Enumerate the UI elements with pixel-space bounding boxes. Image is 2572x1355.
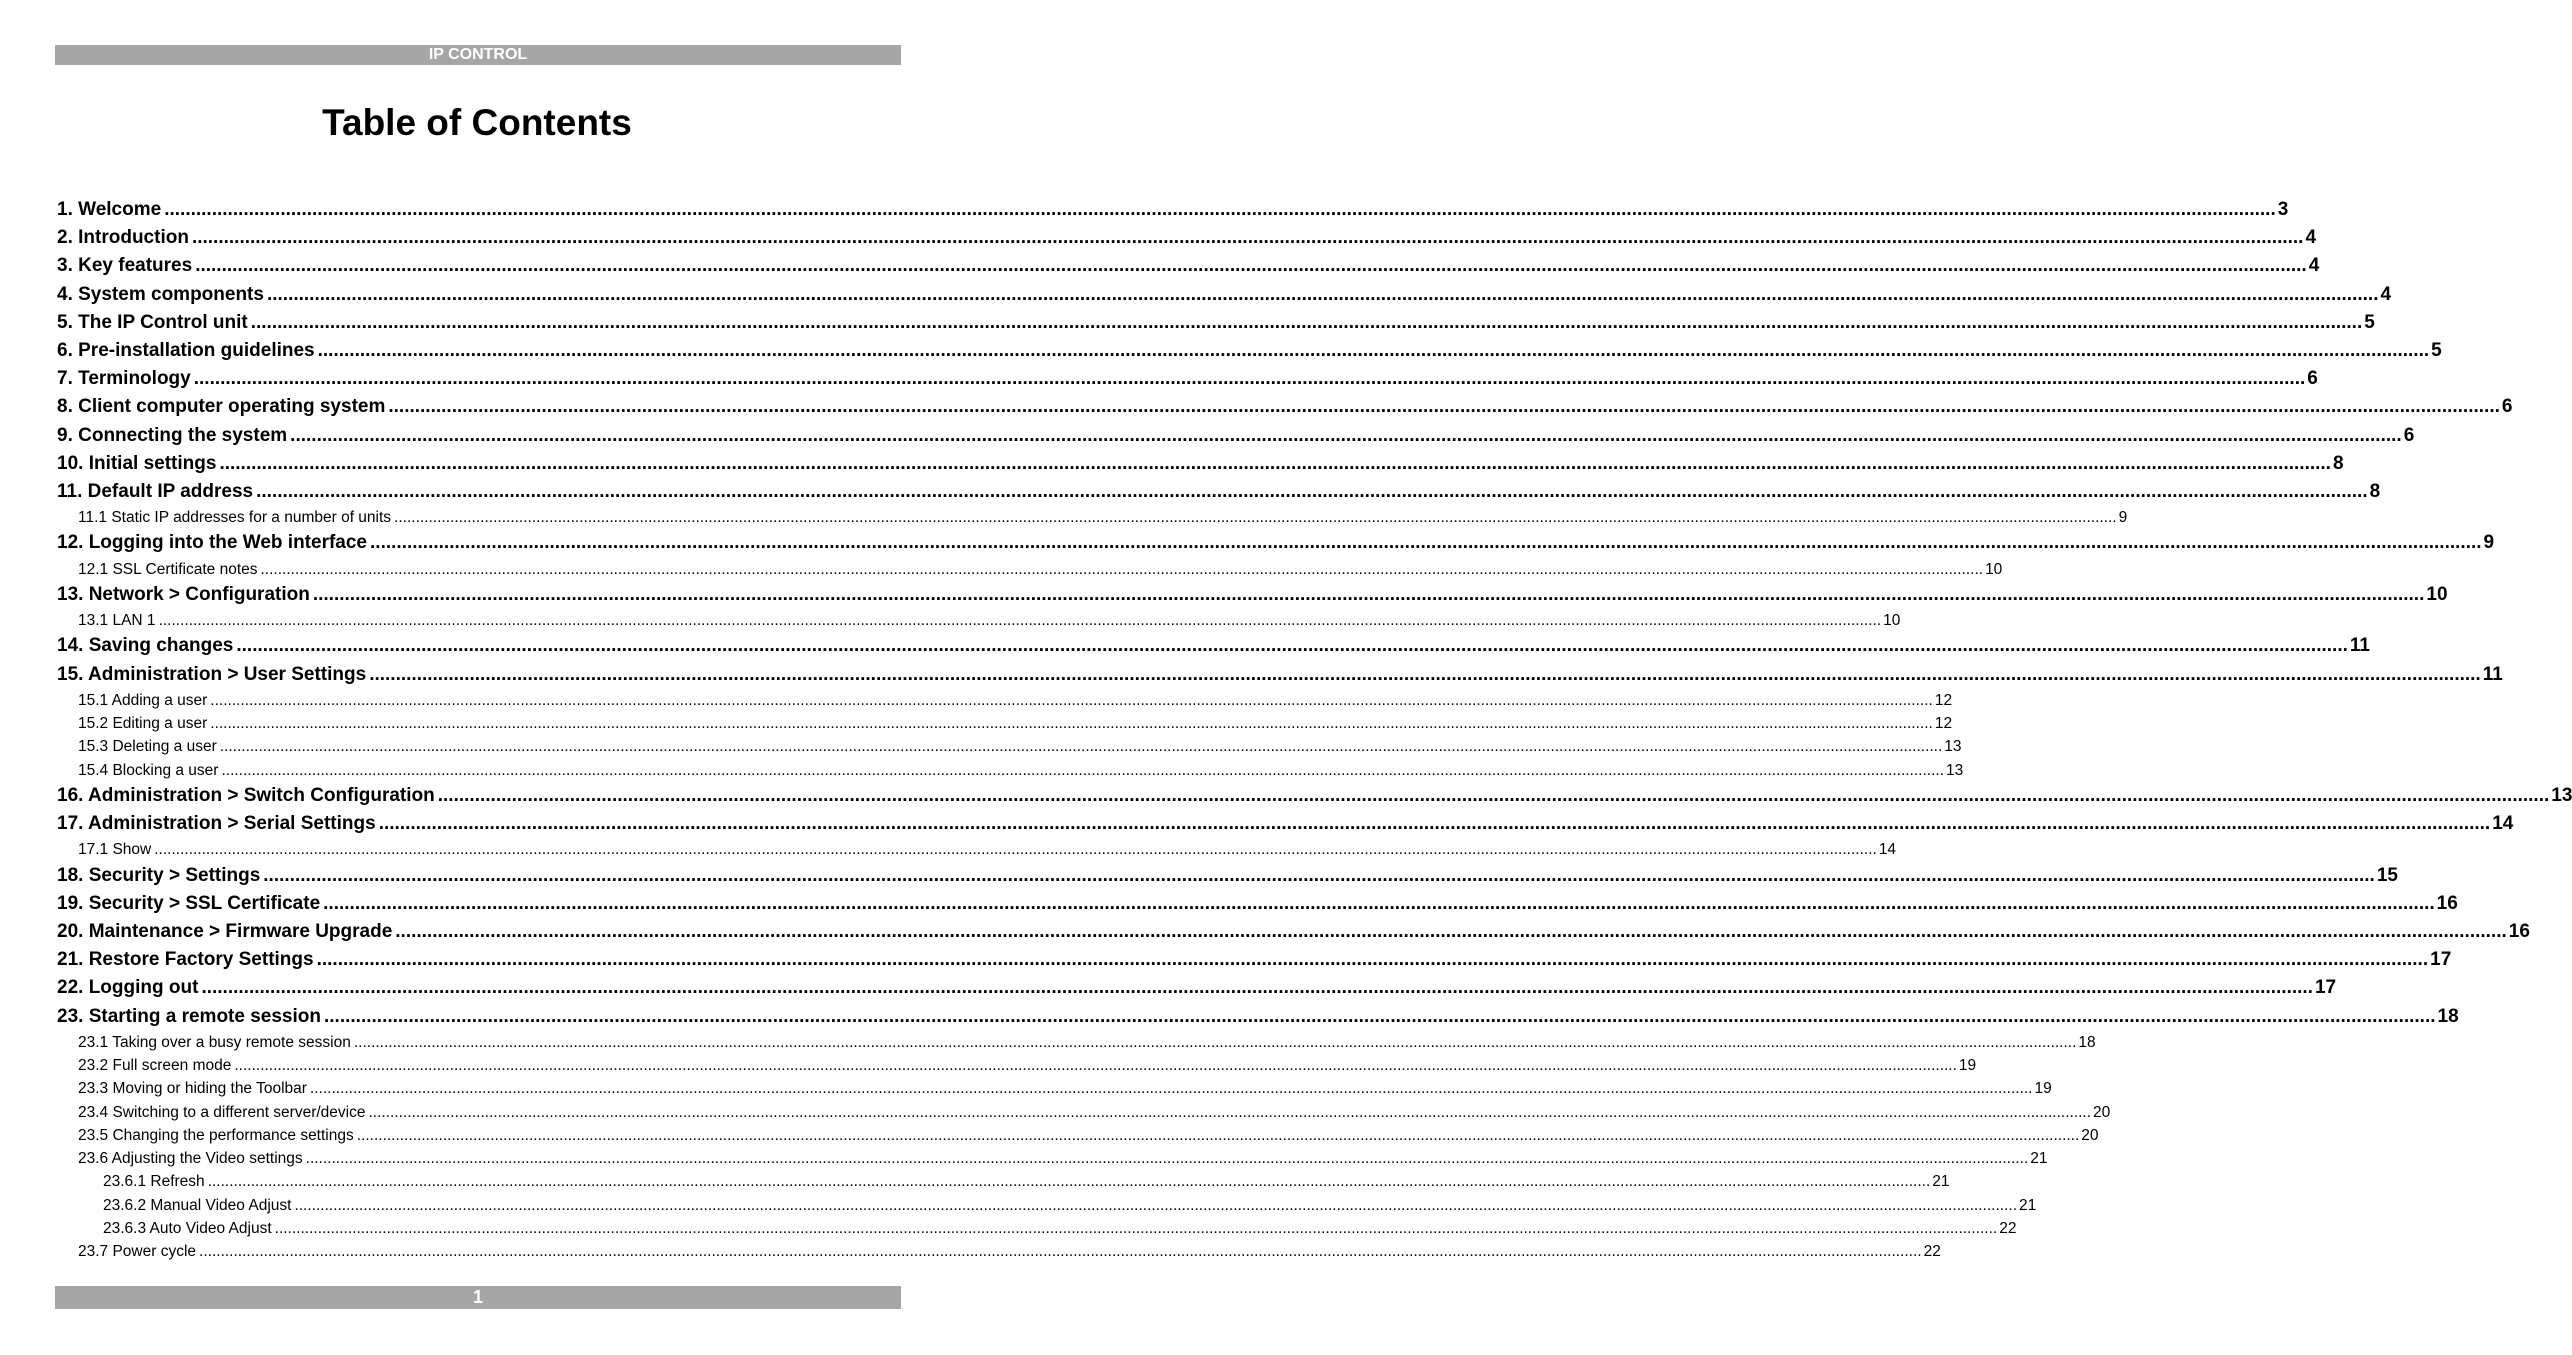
toc-entry[interactable]	[57, 1240, 1941, 1263]
page-title: Table of Contents	[322, 102, 632, 143]
toc-entry[interactable]	[57, 661, 2503, 689]
toc-entry[interactable]	[57, 558, 2003, 581]
toc-entry-title: 21. Restore Factory Settings	[57, 949, 314, 971]
toc-entry-page: 5	[2431, 339, 2442, 361]
toc-entry[interactable]	[57, 365, 2318, 393]
toc-entry-page: 4	[2308, 255, 2320, 277]
dot-leader: ................................................................................................................................................................................................................................................................................................................................................................................................................	[207, 1173, 1931, 1191]
toc-entry-page: 4	[2305, 227, 2317, 249]
toc-entry-page: 19	[2034, 1080, 2052, 1098]
toc-entry[interactable]	[57, 506, 2128, 529]
dot-leader: ................................................................................................................................................................................................................................................................................................................................................................................................................	[191, 227, 2304, 249]
toc-entry[interactable]	[57, 450, 2344, 478]
toc-entry-page: 6	[2501, 396, 2513, 418]
toc-entry-title: 23.5 Changing the performance settings	[78, 1126, 354, 1144]
toc-entry-title: 23. Starting a remote session	[57, 1005, 321, 1027]
toc-entry-page: 16	[2436, 892, 2458, 914]
toc-entry-title: 14. Saving changes	[57, 635, 234, 657]
toc-entry-title: 17.1 Show	[78, 841, 152, 859]
dot-leader: ................................................................................................................................................................................................................................................................................................................................................................................................................	[219, 738, 1943, 756]
toc-entry-title: 15.3 Deleting a user	[78, 738, 217, 756]
toc-entry[interactable]	[57, 1101, 2111, 1124]
toc-entry-page: 18	[2078, 1033, 2096, 1051]
dot-leader: ................................................................................................................................................................................................................................................................................................................................................................................................................	[219, 452, 2331, 474]
dot-leader: ................................................................................................................................................................................................................................................................................................................................................................................................................	[305, 1150, 2029, 1168]
toc-entry[interactable]	[57, 1077, 2052, 1100]
toc-entry[interactable]	[57, 632, 2370, 660]
toc-entry[interactable]	[57, 609, 1901, 632]
dot-leader: ................................................................................................................................................................................................................................................................................................................................................................................................................	[234, 1056, 1957, 1074]
page-footer	[55, 1286, 901, 1309]
dot-leader: ................................................................................................................................................................................................................................................................................................................................................................................................................	[324, 1005, 2436, 1027]
toc-entry-title: 11. Default IP address	[57, 480, 254, 502]
page-number: 1	[472, 1287, 483, 1307]
dot-leader: ................................................................................................................................................................................................................................................................................................................................................................................................................	[195, 255, 2307, 277]
toc-entry-page: 5	[2364, 311, 2375, 333]
dot-leader: ................................................................................................................................................................................................................................................................................................................................................................................................................	[256, 480, 2368, 502]
dot-leader: ................................................................................................................................................................................................................................................................................................................................................................................................................	[158, 612, 1882, 630]
dot-leader: ................................................................................................................................................................................................................................................................................................................................................................................................................	[317, 339, 2430, 361]
toc-entry[interactable]	[57, 735, 1962, 758]
toc-entry-title: 23.6.3 Auto Video Adjust	[103, 1220, 272, 1238]
dot-leader: ................................................................................................................................................................................................................................................................................................................................................................................................................	[250, 311, 2363, 333]
toc-entry-page: 20	[2093, 1103, 2111, 1121]
toc-entry[interactable]	[57, 1170, 1950, 1193]
dot-leader: ................................................................................................................................................................................................................................................................................................................................................................................................................	[263, 864, 2375, 886]
dot-leader: ................................................................................................................................................................................................................................................................................................................................................................................................................	[309, 1080, 2033, 1098]
dot-leader: ................................................................................................................................................................................................................................................................................................................................................................................................................	[437, 784, 2550, 806]
toc-entry-title: 6. Pre-installation guidelines	[57, 339, 315, 361]
toc-entry[interactable]	[57, 224, 2317, 252]
dot-leader: ................................................................................................................................................................................................................................................................................................................................................................................................................	[356, 1126, 2080, 1144]
toc-entry-page: 6	[2307, 368, 2318, 390]
toc-entry-page: 11	[2482, 663, 2503, 685]
toc-entry-title: 12.1 SSL Certificate notes	[78, 560, 258, 578]
dot-leader: ................................................................................................................................................................................................................................................................................................................................................................................................................	[323, 892, 2435, 914]
toc-entry-page: 19	[1958, 1056, 1977, 1074]
toc-entry-title: 15.4 Blocking a user	[78, 761, 219, 779]
toc-entry-page: 3	[2277, 199, 2289, 220]
toc-entry[interactable]	[57, 1124, 2099, 1147]
toc-entry-page: 22	[1999, 1220, 2017, 1238]
toc-entry-title: 7. Terminology	[57, 368, 191, 390]
toc-entry[interactable]	[57, 918, 2530, 946]
toc-entry-page: 21	[2030, 1150, 2048, 1168]
toc-entry-title: 23.6.1 Refresh	[103, 1173, 205, 1191]
toc-entry-title: 13.1 LAN 1	[78, 612, 156, 630]
toc-entry-page: 21	[2019, 1196, 2037, 1214]
toc-entry-title: 17. Administration > Serial Settings	[57, 813, 376, 835]
dot-leader: ................................................................................................................................................................................................................................................................................................................................................................................................................	[164, 199, 2276, 220]
toc-entry-page: 17	[2430, 949, 2452, 971]
toc-entry[interactable]	[57, 810, 2514, 838]
toc-entry-page: 13	[2551, 784, 2572, 806]
toc-entry-title: 20. Maintenance > Firmware Upgrade	[57, 920, 393, 942]
toc-entry-title: 23.7 Power cycle	[78, 1243, 197, 1261]
toc-entry[interactable]	[57, 1194, 2037, 1217]
toc-entry-page: 10	[2426, 583, 2448, 605]
dot-leader: ................................................................................................................................................................................................................................................................................................................................................................................................................	[368, 1103, 2092, 1121]
dot-leader: ................................................................................................................................................................................................................................................................................................................................................................................................................	[290, 424, 2402, 446]
toc-entry[interactable]	[57, 782, 2572, 810]
toc-entry[interactable]	[57, 689, 1953, 712]
toc-entry[interactable]	[57, 529, 2495, 557]
toc-entry-title: 23.6 Adjusting the Video settings	[78, 1150, 303, 1168]
dot-leader: ................................................................................................................................................................................................................................................................................................................................................................................................................	[154, 841, 1877, 859]
toc-entry[interactable]	[57, 196, 2289, 224]
toc-entry[interactable]	[57, 393, 2513, 421]
toc-entry-page: 13	[1946, 761, 1964, 779]
toc-entry[interactable]	[57, 281, 2392, 309]
toc-entry-page: 12	[1934, 691, 1953, 709]
toc-entry-title: 2. Introduction	[57, 227, 189, 249]
toc-entry-page: 8	[2332, 452, 2344, 474]
dot-leader: ................................................................................................................................................................................................................................................................................................................................................................................................................	[210, 691, 1933, 709]
toc-entry-page: 18	[2437, 1005, 2459, 1027]
toc-entry-title: 15.2 Editing a user	[78, 715, 208, 732]
toc-entry-title: 12. Logging into the Web interface	[57, 532, 368, 554]
toc-entry-page: 10	[1985, 560, 2003, 578]
toc-entry-title: 18. Security > Settings	[57, 864, 261, 886]
toc-entry[interactable]	[57, 581, 2448, 609]
toc-entry-title: 23.2 Full screen mode	[78, 1056, 232, 1074]
toc-entry-title: 8. Client computer operating system	[57, 396, 386, 418]
toc-entry[interactable]	[57, 1031, 2096, 1054]
dot-leader: ................................................................................................................................................................................................................................................................................................................................................................................................................	[260, 560, 1984, 578]
dot-leader: ................................................................................................................................................................................................................................................................................................................................................................................................................	[266, 283, 2379, 305]
toc-entry-title: 1. Welcome	[57, 199, 162, 220]
dot-leader: ................................................................................................................................................................................................................................................................................................................................................................................................................	[395, 920, 2507, 942]
toc-entry-page: 14	[2492, 813, 2514, 835]
dot-leader: ................................................................................................................................................................................................................................................................................................................................................................................................................	[294, 1196, 2017, 1214]
toc-entry-page: 9	[2483, 532, 2495, 554]
toc-entry-page: 21	[1932, 1173, 1950, 1191]
toc-entry[interactable]	[57, 337, 2442, 365]
toc-entry-page: 8	[2369, 480, 2381, 502]
toc-entry-title: 15.1 Adding a user	[78, 691, 208, 709]
toc-entry-page: 10	[1883, 612, 1901, 630]
toc-entry[interactable]	[57, 252, 2320, 280]
dot-leader: ................................................................................................................................................................................................................................................................................................................................................................................................................	[274, 1220, 1998, 1238]
dot-leader: ................................................................................................................................................................................................................................................................................................................................................................................................................	[236, 635, 2348, 657]
toc-entry[interactable]	[57, 1003, 2459, 1031]
dot-leader: ................................................................................................................................................................................................................................................................................................................................................................................................................	[316, 949, 2429, 971]
header-title: IP CONTROL	[428, 46, 528, 63]
toc-entry-title: 9. Connecting the system	[57, 424, 288, 446]
dot-leader: ................................................................................................................................................................................................................................................................................................................................................................................................................	[378, 813, 2491, 835]
dot-leader: ................................................................................................................................................................................................................................................................................................................................................................................................................	[193, 368, 2306, 390]
toc-entry-title: 16. Administration > Switch Configuration	[57, 784, 435, 806]
toc-entry[interactable]	[57, 946, 2452, 974]
toc-entry-title: 23.3 Moving or hiding the Toolbar	[78, 1080, 307, 1098]
toc-entry-page: 16	[2508, 920, 2530, 942]
toc-entry[interactable]	[57, 712, 1953, 735]
toc-entry-page: 11	[2349, 635, 2370, 657]
toc-entry[interactable]	[57, 862, 2398, 890]
toc-entry-title: 22. Logging out	[57, 977, 199, 999]
dot-leader: ................................................................................................................................................................................................................................................................................................................................................................................................................	[370, 532, 2482, 554]
toc-entry-title: 23.4 Switching to a different server/device	[78, 1103, 366, 1121]
toc-entry-page: 15	[2376, 864, 2398, 886]
toc-entry-title: 4. System components	[57, 283, 264, 305]
toc-entry-title: 5. The IP Control unit	[57, 311, 248, 333]
toc-entry-title: 10. Initial settings	[57, 452, 217, 474]
toc-entry[interactable]	[57, 974, 2337, 1002]
toc-entry[interactable]	[57, 478, 2381, 506]
dot-leader: ................................................................................................................................................................................................................................................................................................................................................................................................................	[201, 977, 2313, 999]
toc-entry[interactable]	[57, 759, 1964, 782]
dot-leader: ................................................................................................................................................................................................................................................................................................................................................................................................................	[312, 583, 2425, 605]
toc-entry-title: 19. Security > SSL Certificate	[57, 892, 321, 914]
dot-leader: ................................................................................................................................................................................................................................................................................................................................................................................................................	[369, 663, 2481, 685]
toc-entry-title: 13. Network > Configuration	[57, 583, 310, 605]
table-of-contents	[57, 196, 2572, 1264]
toc-entry-page: 4	[2380, 283, 2392, 305]
toc-entry-page: 13	[1944, 738, 1962, 756]
dot-leader: ................................................................................................................................................................................................................................................................................................................................................................................................................	[353, 1033, 2077, 1051]
dot-leader: ................................................................................................................................................................................................................................................................................................................................................................................................................	[221, 761, 1945, 779]
dot-leader: ................................................................................................................................................................................................................................................................................................................................................................................................................	[394, 509, 2117, 527]
dot-leader: ................................................................................................................................................................................................................................................................................................................................................................................................................	[199, 1243, 1922, 1261]
toc-entry-page: 14	[1878, 841, 1897, 859]
toc-entry[interactable]	[57, 890, 2458, 918]
toc-entry[interactable]	[57, 838, 1897, 861]
toc-entry-title: 15. Administration > User Settings	[57, 663, 367, 685]
toc-entry[interactable]	[57, 422, 2415, 450]
toc-entry-title: 23.6.2 Manual Video Adjust	[103, 1196, 292, 1214]
toc-entry[interactable]	[57, 1147, 2048, 1170]
running-header	[55, 45, 901, 65]
toc-entry-title: 23.1 Taking over a busy remote session	[78, 1033, 351, 1051]
toc-entry-title: 11.1 Static IP addresses for a number of units	[78, 509, 392, 527]
toc-entry-page: 20	[2081, 1126, 2099, 1144]
toc-entry-page: 12	[1934, 715, 1953, 732]
dot-leader: ................................................................................................................................................................................................................................................................................................................................................................................................................	[388, 396, 2500, 418]
toc-entry-page: 6	[2403, 424, 2415, 446]
toc-entry-page: 22	[1923, 1243, 1941, 1261]
toc-entry[interactable]	[57, 1217, 2017, 1240]
toc-entry[interactable]	[57, 309, 2375, 337]
dot-leader: ................................................................................................................................................................................................................................................................................................................................................................................................................	[210, 715, 1933, 732]
toc-entry-page: 17	[2314, 977, 2337, 999]
toc-entry-title: 3. Key features	[57, 255, 193, 277]
toc-entry-page: 9	[2118, 509, 2128, 527]
toc-entry[interactable]	[57, 1054, 1977, 1077]
